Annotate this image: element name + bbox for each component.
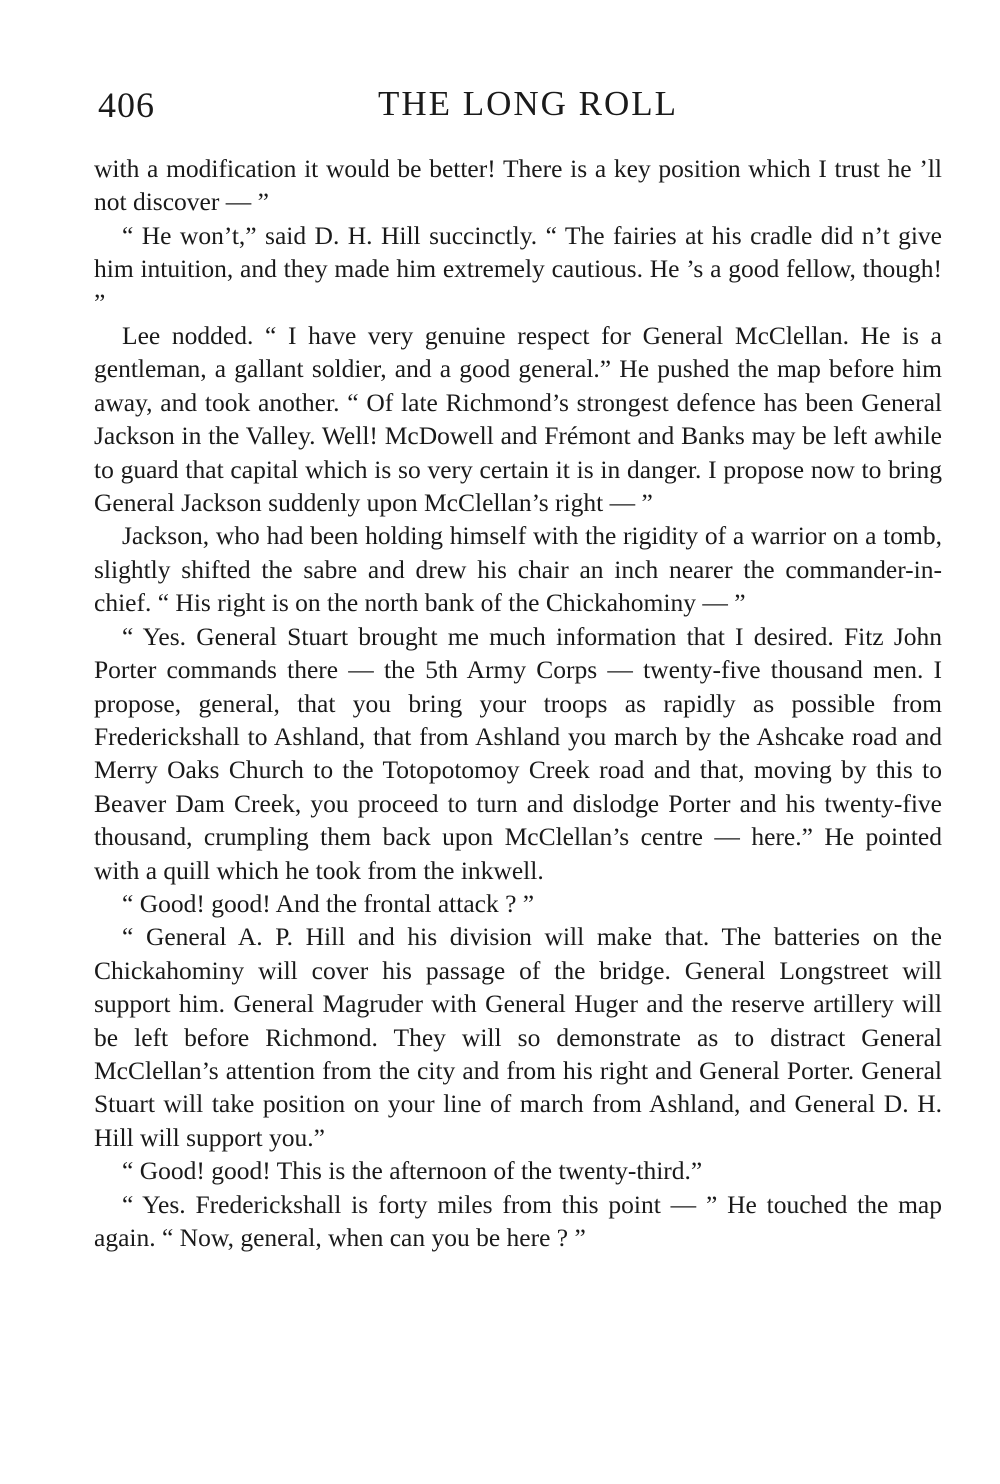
paragraph-9: “ Yes. Frederickshall is forty miles from this point — ” He touched the map again. “ Now, general, when can you be here ? ”	[94, 1189, 942, 1252]
book-page	[94, 84, 942, 1464]
running-title: THE LONG ROLL	[377, 84, 679, 123]
paragraph-6: “ Good! good! And the frontal attack ? ”	[122, 888, 535, 918]
paragraph-7: “ General A. P. Hill and his division will make that. The batteries on the Chickahominy will cover his passage of the bridge. General Longstreet will support him. General Magruder with General Huger and the reserve artillery will be left before Richmond. They will so demonstrate as to distract General McClellan’s attention from the city and from his right and General Porter. General Stuart will take position on your line of march from Ashland, and General D. H. Hill will support you.”	[94, 922, 942, 1152]
paragraph-2: “ He won’t,” said D. H. Hill succinctly. “ The fairies at his cradle did n’t give him intuition, and they made him extremely cautious. He ’s a good fellow, though! ”	[94, 220, 942, 317]
paragraph-8: “ Good! good! This is the afternoon of the twenty-third.”	[122, 1156, 703, 1186]
running-head	[94, 84, 942, 132]
paragraph-5: “ Yes. General Stuart brought me much information that I desired. Fitz John Porter commands there — the 5th Army Corps — twenty-five thousand men. I propose, general, that you bring your troops as rapidly as possible from Frederickshall to Ashland, that from Ashland you march by the Ashcake road and Merry Oaks Church to the Totopotomoy Creek road and that, moving by this to Beaver Dam Creek, you proceed to turn and dislodge Porter and his twenty-five thousand, crumpling them back upon McClellan’s centre — here.” He pointed with a quill which he took from the inkwell.	[94, 621, 942, 885]
page-number: 406	[98, 85, 155, 125]
paragraph-4: Jackson, who had been holding himself with the rigidity of a warrior on a tomb, slightly shifted the sabre and drew his chair an inch nearer the commander-in-chief. “ His right is on the north bank of the Chickahominy — ”	[94, 521, 942, 618]
paragraph-1: with a modification it would be better! There is a key position which I trust he ’ll not discover — ”	[94, 154, 942, 217]
paragraph-3: Lee nodded. “ I have very genuine respect for General McClellan. He is a gentleman, a gallant soldier, and a good general.” He pushed the map before him away, and took another. “ Of late Richmond’s strongest defence has been General Jackson in the Valley. Well! McDowell and Frémont and Banks may be left awhile to guard that capital which is so very certain it is in danger. I propose now to bring General Jackson suddenly upon McClellan’s right — ”	[94, 321, 942, 518]
body-text	[94, 152, 942, 1254]
